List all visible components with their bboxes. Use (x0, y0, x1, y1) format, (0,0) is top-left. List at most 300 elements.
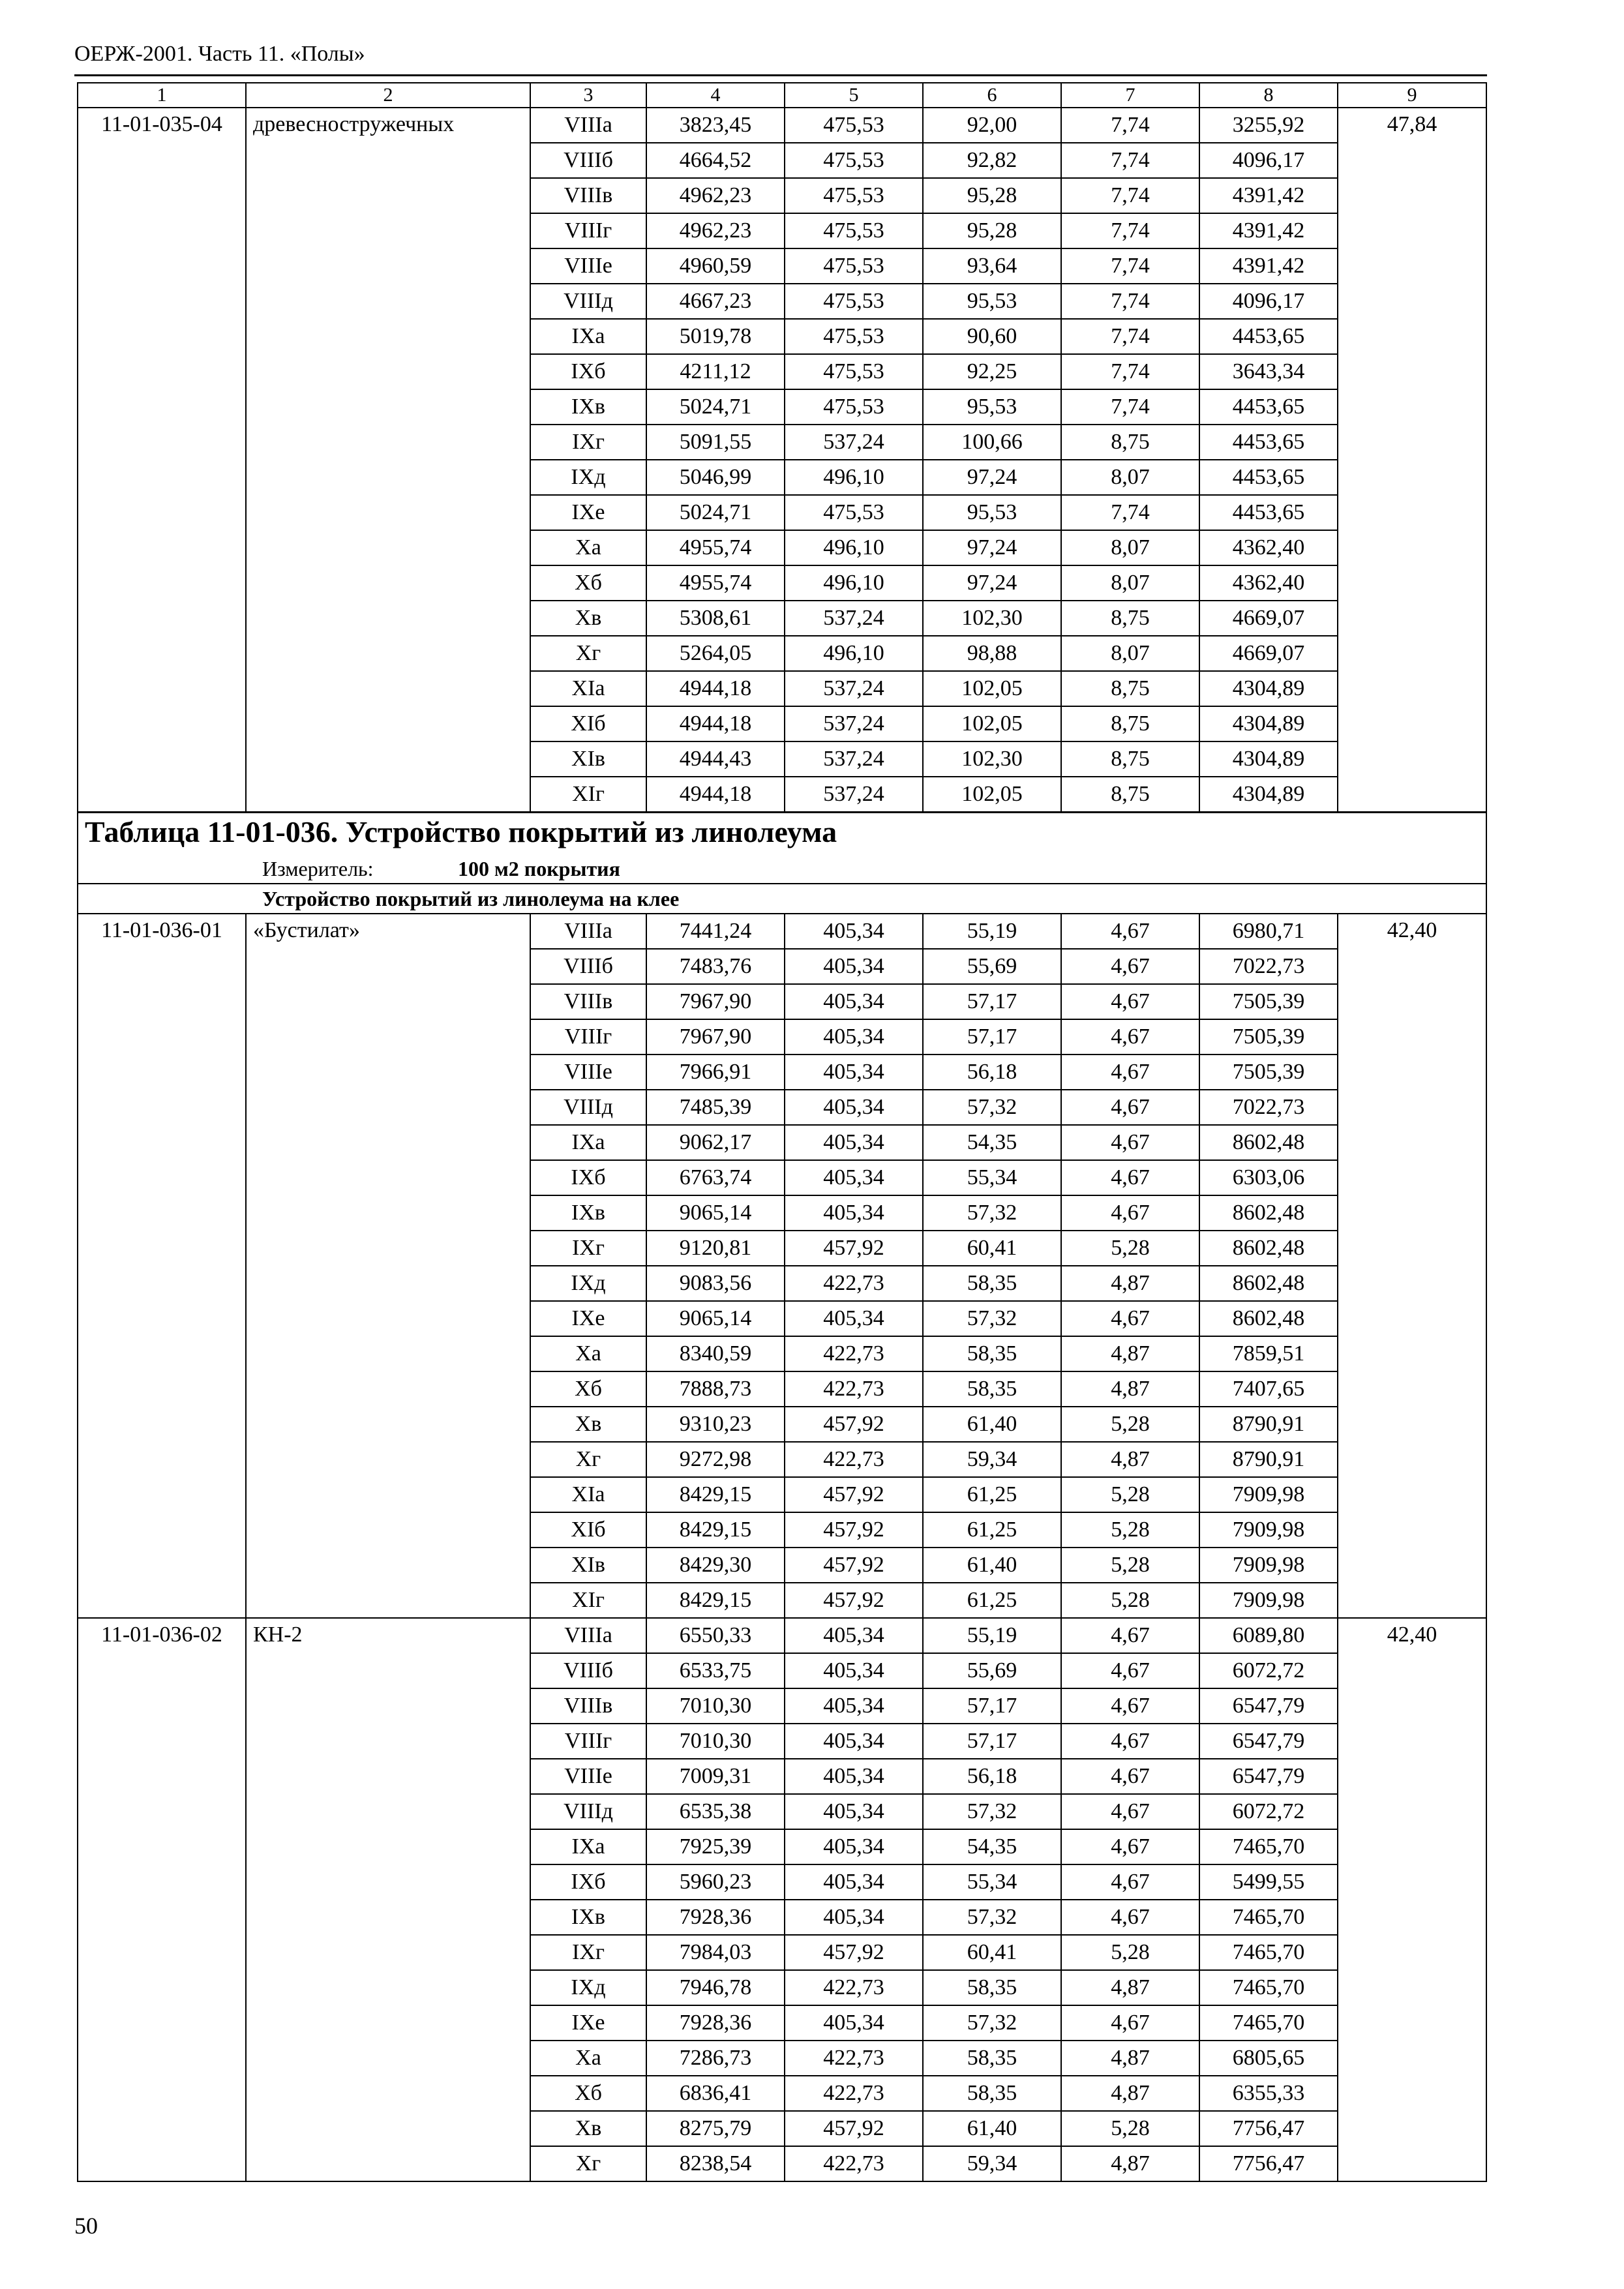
row-name-blank (246, 1195, 530, 1231)
total-cost-cell: 8429,15 (646, 1477, 785, 1512)
materials-cell: 8790,91 (1199, 1442, 1338, 1477)
machines-cell: 57,32 (923, 1900, 1061, 1935)
zone-cell: Xг (530, 636, 646, 671)
zone-cell: VIIIв (530, 1688, 646, 1724)
labor-cost-cell: 42,40 (1338, 914, 1486, 949)
machines-cell: 90,60 (923, 319, 1061, 354)
row-name-blank (246, 1970, 530, 2005)
row-name-blank (246, 706, 530, 741)
wages-cell: 405,34 (785, 1759, 923, 1794)
table-row (78, 1477, 1486, 1512)
wages-cell: 537,24 (785, 741, 923, 777)
wages-cell: 496,10 (785, 565, 923, 601)
zone-cell: IXб (530, 354, 646, 389)
machinist-wages-cell: 7,74 (1061, 389, 1199, 425)
wages-cell: 405,34 (785, 1019, 923, 1055)
wages-cell: 475,53 (785, 108, 923, 143)
materials-cell: 4669,07 (1199, 636, 1338, 671)
machines-cell: 55,69 (923, 949, 1061, 984)
table-row (78, 1160, 1486, 1195)
machines-cell: 55,19 (923, 914, 1061, 949)
wages-cell: 475,53 (785, 213, 923, 248)
row-code-blank (78, 1371, 246, 1407)
machines-cell: 60,41 (923, 1231, 1061, 1266)
measure-cell (78, 854, 1486, 884)
materials-cell: 4304,89 (1199, 741, 1338, 777)
total-cost-cell: 3823,45 (646, 108, 785, 143)
machines-cell: 97,24 (923, 530, 1061, 565)
labor-cost-blank (1338, 213, 1486, 248)
machinist-wages-cell: 4,87 (1061, 2146, 1199, 2181)
table-row (78, 706, 1486, 741)
labor-cost-blank (1338, 1336, 1486, 1371)
table-row (78, 1724, 1486, 1759)
total-cost-cell: 7888,73 (646, 1371, 785, 1407)
row-code-blank (78, 354, 246, 389)
wages-cell: 405,34 (785, 1864, 923, 1900)
row-code-blank (78, 1195, 246, 1231)
row-name-blank (246, 143, 530, 178)
machines-cell: 55,19 (923, 1618, 1061, 1653)
price-table (77, 82, 1487, 2182)
row-code-blank (78, 495, 246, 530)
machinist-wages-cell: 8,75 (1061, 777, 1199, 813)
wages-cell: 475,53 (785, 389, 923, 425)
labor-cost-blank (1338, 1266, 1486, 1301)
table-row (78, 389, 1486, 425)
machines-cell: 61,40 (923, 2111, 1061, 2146)
materials-cell: 4096,17 (1199, 143, 1338, 178)
machinist-wages-cell: 7,74 (1061, 284, 1199, 319)
wages-cell: 405,34 (785, 1618, 923, 1653)
zone-cell: XIб (530, 1512, 646, 1548)
materials-cell: 6547,79 (1199, 1724, 1338, 1759)
machines-cell: 61,40 (923, 1548, 1061, 1583)
wages-cell: 405,34 (785, 1794, 923, 1829)
table-row (78, 1759, 1486, 1794)
zone-cell: IXг (530, 425, 646, 460)
labor-cost-blank (1338, 2076, 1486, 2111)
machinist-wages-cell: 8,07 (1061, 530, 1199, 565)
machines-cell: 54,35 (923, 1125, 1061, 1160)
total-cost-cell: 8429,15 (646, 1512, 785, 1548)
row-name-blank (246, 1794, 530, 1829)
row-name-blank (246, 636, 530, 671)
zone-cell: VIIIг (530, 1019, 646, 1055)
table-row (78, 1618, 1486, 1653)
zone-cell: VIIIа (530, 914, 646, 949)
machines-cell: 102,30 (923, 741, 1061, 777)
table-row (78, 108, 1486, 143)
labor-cost-blank (1338, 1829, 1486, 1864)
machinist-wages-cell: 7,74 (1061, 213, 1199, 248)
table-row (78, 1829, 1486, 1864)
wages-cell: 405,34 (785, 1900, 923, 1935)
table-row (78, 178, 1486, 213)
materials-cell: 7465,70 (1199, 1829, 1338, 1864)
row-code-blank (78, 1864, 246, 1900)
row-name: КН-2 (246, 1618, 530, 1653)
machinist-wages-cell: 4,87 (1061, 2076, 1199, 2111)
row-code-blank (78, 178, 246, 213)
total-cost-cell: 9083,56 (646, 1266, 785, 1301)
machinist-wages-cell: 5,28 (1061, 1935, 1199, 1970)
machinist-wages-cell: 4,87 (1061, 1266, 1199, 1301)
wages-cell: 405,34 (785, 1090, 923, 1125)
total-cost-cell: 8429,30 (646, 1548, 785, 1583)
materials-cell: 4096,17 (1199, 284, 1338, 319)
machines-cell: 57,32 (923, 1301, 1061, 1336)
labor-cost-blank (1338, 1055, 1486, 1090)
row-code-blank (78, 1794, 246, 1829)
materials-cell: 4669,07 (1199, 601, 1338, 636)
labor-cost-blank (1338, 284, 1486, 319)
labor-cost-blank (1338, 1724, 1486, 1759)
row-code-blank (78, 1090, 246, 1125)
wages-cell: 457,92 (785, 2111, 923, 2146)
machines-cell: 93,64 (923, 248, 1061, 284)
materials-cell: 6547,79 (1199, 1688, 1338, 1724)
row-name-blank (246, 1724, 530, 1759)
table-row (78, 1301, 1486, 1336)
wages-cell: 422,73 (785, 2041, 923, 2076)
machinist-wages-cell: 8,07 (1061, 636, 1199, 671)
zone-cell: IXб (530, 1160, 646, 1195)
table-row (78, 1794, 1486, 1829)
machines-cell: 57,17 (923, 1724, 1061, 1759)
machines-cell: 102,30 (923, 601, 1061, 636)
materials-cell: 8790,91 (1199, 1407, 1338, 1442)
table-row (78, 601, 1486, 636)
machinist-wages-cell: 4,67 (1061, 1829, 1199, 1864)
labor-cost-blank (1338, 425, 1486, 460)
table-row (78, 354, 1486, 389)
machines-cell: 57,32 (923, 1090, 1061, 1125)
materials-cell: 7465,70 (1199, 1900, 1338, 1935)
wages-cell: 537,24 (785, 671, 923, 706)
machines-cell: 55,69 (923, 1653, 1061, 1688)
row-code-blank (78, 1477, 246, 1512)
row-code: 11-01-036-01 (78, 914, 246, 949)
machines-cell: 59,34 (923, 1442, 1061, 1477)
wages-cell: 405,34 (785, 1055, 923, 1090)
total-cost-cell: 7967,90 (646, 1019, 785, 1055)
materials-cell: 7505,39 (1199, 1019, 1338, 1055)
zone-cell: XIв (530, 1548, 646, 1583)
table-row (78, 1090, 1486, 1125)
materials-cell: 7407,65 (1199, 1371, 1338, 1407)
total-cost-cell: 7009,31 (646, 1759, 785, 1794)
running-header: ОЕРЖ-2001. Часть 11. «Полы» (74, 42, 365, 66)
machines-cell: 58,35 (923, 1336, 1061, 1371)
total-cost-cell: 9065,14 (646, 1301, 785, 1336)
total-cost-cell: 4955,74 (646, 565, 785, 601)
machines-cell: 57,32 (923, 1794, 1061, 1829)
materials-cell: 7909,98 (1199, 1477, 1338, 1512)
total-cost-cell: 4944,18 (646, 706, 785, 741)
row-code-blank (78, 1019, 246, 1055)
wages-cell: 457,92 (785, 1935, 923, 1970)
zone-cell: VIIIа (530, 1618, 646, 1653)
table-row (78, 914, 1486, 949)
row-name-blank (246, 284, 530, 319)
table-row (78, 777, 1486, 813)
labor-cost-blank (1338, 671, 1486, 706)
materials-cell: 7909,98 (1199, 1512, 1338, 1548)
column-number: 8 (1199, 83, 1338, 108)
row-name-blank (246, 2005, 530, 2041)
total-cost-cell: 4944,43 (646, 741, 785, 777)
wages-cell: 457,92 (785, 1583, 923, 1618)
table-row (78, 1231, 1486, 1266)
machinist-wages-cell: 5,28 (1061, 2111, 1199, 2146)
total-cost-cell: 6836,41 (646, 2076, 785, 2111)
wages-cell: 537,24 (785, 706, 923, 741)
row-name-blank (246, 1477, 530, 1512)
row-code-blank (78, 1829, 246, 1864)
total-cost-cell: 8238,54 (646, 2146, 785, 2181)
zone-cell: VIIIв (530, 178, 646, 213)
labor-cost-blank (1338, 143, 1486, 178)
row-code-blank (78, 1724, 246, 1759)
wages-cell: 537,24 (785, 425, 923, 460)
machinist-wages-cell: 4,67 (1061, 914, 1199, 949)
materials-cell: 4453,65 (1199, 389, 1338, 425)
column-number: 5 (785, 83, 923, 108)
row-name-blank (246, 1442, 530, 1477)
wages-cell: 422,73 (785, 1266, 923, 1301)
machines-cell: 57,17 (923, 1019, 1061, 1055)
labor-cost-blank (1338, 1019, 1486, 1055)
total-cost-cell: 7441,24 (646, 914, 785, 949)
row-code-blank (78, 2146, 246, 2181)
machinist-wages-cell: 4,67 (1061, 1301, 1199, 1336)
row-name-blank (246, 495, 530, 530)
materials-cell: 7465,70 (1199, 1935, 1338, 1970)
zone-cell: IXе (530, 1301, 646, 1336)
zone-cell: VIIIб (530, 949, 646, 984)
materials-cell: 7859,51 (1199, 1336, 1338, 1371)
row-code-blank (78, 213, 246, 248)
section-title-row (78, 884, 1486, 914)
labor-cost-blank (1338, 389, 1486, 425)
total-cost-cell: 6533,75 (646, 1653, 785, 1688)
table-row (78, 2146, 1486, 2181)
table-row (78, 1055, 1486, 1090)
column-number: 7 (1061, 83, 1199, 108)
wages-cell: 405,34 (785, 914, 923, 949)
zone-cell: IXд (530, 1970, 646, 2005)
materials-cell: 4362,40 (1199, 530, 1338, 565)
machinist-wages-cell: 8,07 (1061, 460, 1199, 495)
total-cost-cell: 6763,74 (646, 1160, 785, 1195)
table-row (78, 1336, 1486, 1371)
machines-cell: 92,82 (923, 143, 1061, 178)
zone-cell: IXв (530, 1900, 646, 1935)
machinist-wages-cell: 4,67 (1061, 1195, 1199, 1231)
labor-cost-blank (1338, 1583, 1486, 1618)
row-name-blank (246, 1231, 530, 1266)
labor-cost-blank (1338, 1548, 1486, 1583)
row-name-blank (246, 1900, 530, 1935)
machines-cell: 98,88 (923, 636, 1061, 671)
machinist-wages-cell: 4,67 (1061, 1653, 1199, 1688)
machinist-wages-cell: 7,74 (1061, 354, 1199, 389)
row-code-blank (78, 777, 246, 813)
row-code-blank (78, 460, 246, 495)
table-title: Таблица 11-01-036. Устройство покрытий из линолеума (85, 815, 837, 848)
machinist-wages-cell: 4,67 (1061, 949, 1199, 984)
table-row (78, 460, 1486, 495)
table-row (78, 1371, 1486, 1407)
total-cost-cell: 8275,79 (646, 2111, 785, 2146)
machines-cell: 95,28 (923, 178, 1061, 213)
machines-cell: 56,18 (923, 1759, 1061, 1794)
table-title-cell (78, 813, 1486, 855)
materials-cell: 8602,48 (1199, 1231, 1338, 1266)
machinist-wages-cell: 5,28 (1061, 1477, 1199, 1512)
table-row (78, 565, 1486, 601)
machines-cell: 57,32 (923, 1195, 1061, 1231)
row-code-blank (78, 1231, 246, 1266)
total-cost-cell: 7925,39 (646, 1829, 785, 1864)
labor-cost-blank (1338, 636, 1486, 671)
labor-cost-blank (1338, 1794, 1486, 1829)
labor-cost-blank (1338, 984, 1486, 1019)
row-code-blank (78, 1055, 246, 1090)
total-cost-cell: 4667,23 (646, 284, 785, 319)
materials-cell: 6547,79 (1199, 1759, 1338, 1794)
row-code-blank (78, 1336, 246, 1371)
zone-cell: XIа (530, 1477, 646, 1512)
section-title-cell (78, 884, 1486, 914)
machinist-wages-cell: 4,67 (1061, 1019, 1199, 1055)
row-code-blank (78, 1301, 246, 1336)
total-cost-cell: 5308,61 (646, 601, 785, 636)
labor-cost-blank (1338, 1970, 1486, 2005)
machinist-wages-cell: 4,67 (1061, 1900, 1199, 1935)
zone-cell: IXа (530, 1125, 646, 1160)
machinist-wages-cell: 4,87 (1061, 1442, 1199, 1477)
table-row (78, 213, 1486, 248)
zone-cell: IXе (530, 2005, 646, 2041)
machines-cell: 102,05 (923, 671, 1061, 706)
table-row (78, 2111, 1486, 2146)
labor-cost-blank (1338, 1935, 1486, 1970)
machinist-wages-cell: 5,28 (1061, 1407, 1199, 1442)
row-code-blank (78, 565, 246, 601)
table-row (78, 741, 1486, 777)
row-code-blank (78, 949, 246, 984)
labor-cost-blank (1338, 565, 1486, 601)
wages-cell: 422,73 (785, 1371, 923, 1407)
table-row (78, 1548, 1486, 1583)
materials-cell: 6072,72 (1199, 1794, 1338, 1829)
machinist-wages-cell: 7,74 (1061, 108, 1199, 143)
zone-cell: Xг (530, 2146, 646, 2181)
machines-cell: 61,25 (923, 1583, 1061, 1618)
row-name-blank (246, 1336, 530, 1371)
machinist-wages-cell: 8,75 (1061, 671, 1199, 706)
table-row (78, 2076, 1486, 2111)
labor-cost-blank (1338, 1512, 1486, 1548)
machines-cell: 57,32 (923, 2005, 1061, 2041)
materials-cell: 7909,98 (1199, 1548, 1338, 1583)
table-row (78, 1970, 1486, 2005)
table-row (78, 1583, 1486, 1618)
zone-cell: VIIIд (530, 1794, 646, 1829)
labor-cost-blank (1338, 178, 1486, 213)
total-cost-cell: 9310,23 (646, 1407, 785, 1442)
row-name-blank (246, 2111, 530, 2146)
table-row (78, 1442, 1486, 1477)
materials-cell: 7022,73 (1199, 949, 1338, 984)
labor-cost-blank (1338, 1688, 1486, 1724)
wages-cell: 537,24 (785, 777, 923, 813)
column-number: 1 (78, 83, 246, 108)
row-code-blank (78, 1688, 246, 1724)
row-code-blank (78, 1125, 246, 1160)
total-cost-cell: 6535,38 (646, 1794, 785, 1829)
machinist-wages-cell: 5,28 (1061, 1512, 1199, 1548)
machines-cell: 102,05 (923, 777, 1061, 813)
table-row (78, 949, 1486, 984)
row-code-blank (78, 1653, 246, 1688)
row-name-blank (246, 1266, 530, 1301)
labor-cost-blank (1338, 1371, 1486, 1407)
total-cost-cell: 5024,71 (646, 495, 785, 530)
machines-cell: 58,35 (923, 1266, 1061, 1301)
labor-cost-blank (1338, 1477, 1486, 1512)
row-name-blank (246, 1019, 530, 1055)
machines-cell: 95,53 (923, 284, 1061, 319)
labor-cost-blank (1338, 530, 1486, 565)
row-name-blank (246, 460, 530, 495)
labor-cost-blank (1338, 1759, 1486, 1794)
wages-cell: 405,34 (785, 1829, 923, 1864)
labor-cost-blank (1338, 495, 1486, 530)
row-code-blank (78, 2005, 246, 2041)
row-code-blank (78, 636, 246, 671)
table-row (78, 425, 1486, 460)
wages-cell: 422,73 (785, 1336, 923, 1371)
zone-cell: Xб (530, 2076, 646, 2111)
labor-cost-blank (1338, 2146, 1486, 2181)
materials-cell: 7465,70 (1199, 2005, 1338, 2041)
row-code-blank (78, 1442, 246, 1477)
zone-cell: IXв (530, 389, 646, 425)
total-cost-cell: 4960,59 (646, 248, 785, 284)
machinist-wages-cell: 5,28 (1061, 1231, 1199, 1266)
total-cost-cell: 7286,73 (646, 2041, 785, 2076)
row-code-blank (78, 1407, 246, 1442)
wages-cell: 457,92 (785, 1548, 923, 1583)
table-row (78, 2005, 1486, 2041)
zone-cell: Xв (530, 2111, 646, 2146)
wages-cell: 475,53 (785, 319, 923, 354)
machines-cell: 97,24 (923, 460, 1061, 495)
row-name-blank (246, 1055, 530, 1090)
row-code-blank (78, 425, 246, 460)
zone-cell: IXа (530, 319, 646, 354)
machinist-wages-cell: 7,74 (1061, 319, 1199, 354)
materials-cell: 4453,65 (1199, 495, 1338, 530)
materials-cell: 8602,48 (1199, 1125, 1338, 1160)
machines-cell: 55,34 (923, 1160, 1061, 1195)
row-code-blank (78, 671, 246, 706)
row-name-blank (246, 354, 530, 389)
header-rule (74, 74, 1487, 76)
